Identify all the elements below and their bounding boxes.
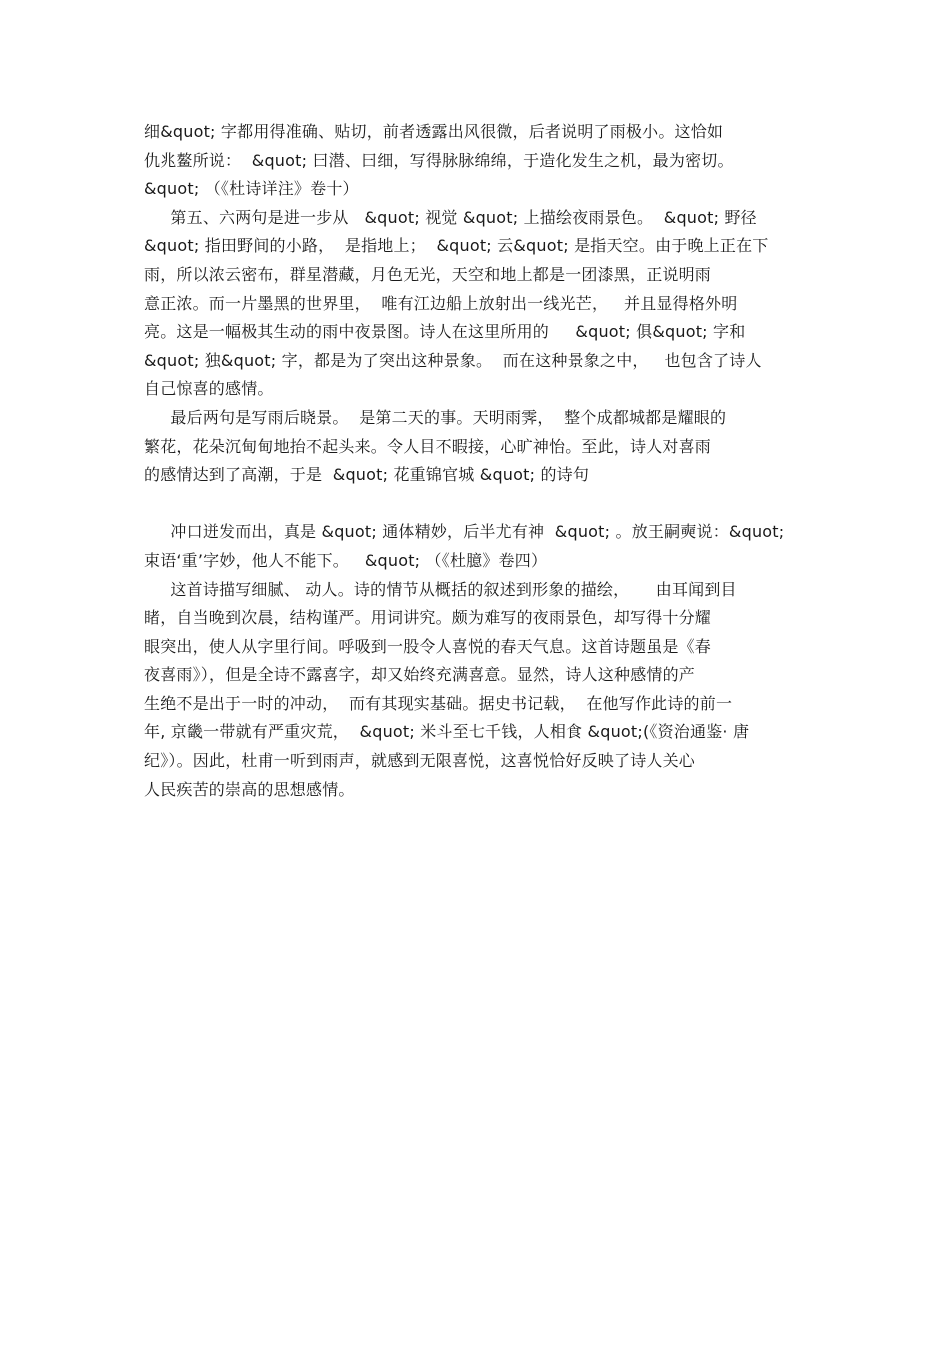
text-line: 意正浓。而一片墨黑的世界里， 唯有江边船上放射出一线光芒， 并且显得格外明 — [144, 293, 738, 313]
text-line: 人民疾苦的崇高的思想感情。 — [144, 779, 355, 799]
text-line: 第五、六两句是进一步从 &quot; 视觉 &quot; 上描绘夜雨景色。 &quot; 野径 — [144, 207, 757, 227]
text-line: 纪》）。因此，杜甫一听到雨声，就感到无限喜悦，这喜悦恰好反映了诗人关心 — [144, 751, 696, 771]
text-line: 繁花，花朵沉甸甸地抬不起头来。令人目不暇接，心旷神怡。至此，诗人对喜雨 — [144, 436, 712, 456]
text-line: 细&quot; 字都用得准确、贴切，前者透露出风很微，后者说明了雨极小。这恰如 — [144, 122, 724, 141]
text-line: &quot; 独&quot; 字，都是为了突出这种景象。 而在这种景象之中， 也包含了诗人 — [144, 350, 762, 370]
text-line: &quot; 指田野间的小路， 是指地上； &quot; 云&quot; 是指天空。由于晚上正在下 — [144, 236, 769, 256]
text-line: 生绝不是出于一时的冲动， 而有其现实基础。据史书记载， 在他写作此诗的前一 — [144, 693, 733, 713]
text-line: &quot; （《杜诗详注》卷十） — [144, 179, 359, 199]
text-line: 亮。这是一幅极其生动的雨中夜景图。诗人在这里所用的 &quot; 俱&quot; 字和 — [144, 322, 746, 342]
paragraph-gap — [144, 490, 814, 519]
text-line: 仇兆鳌所说： &quot; 曰潜、曰细，写得脉脉绵绵，于造化发生之机，最为密切。 — [144, 150, 734, 170]
text-line: 这首诗描写细腻、 动人。诗的情节从概括的叙述到形象的描绘， 由耳闻到目 — [144, 579, 737, 599]
text-line: 的感情达到了高潮，于是 &quot; 花重锦官城 &quot; 的诗句 — [144, 465, 590, 485]
text-line: 年, 京畿一带就有严重灾荒， &quot; 米斗至七千钱，人相食 &quot;(《资治通鉴· 唐 — [144, 722, 750, 742]
article-body — [144, 118, 814, 804]
text-line: 睹，自当晚到次晨，结构谨严。用词讲究。颇为难写的夜雨景色，却写得十分耀 — [144, 608, 712, 628]
text-line: 冲口迸发而出，真是 &quot; 通体精妙，后半尤有神 &quot; 。放王嗣奭说：&quot; — [144, 522, 785, 542]
text-line: 最后两句是写雨后晓景。 是第二天的事。天明雨霁， 整个成都城都是耀眼的 — [144, 407, 727, 427]
text-line: 眼突出，使人从字里行间。呼吸到一股令人喜悦的春天气息。这首诗题虽是《春 — [144, 636, 712, 656]
text-line: 束语‘重’字妙，他人不能下。 &quot; （《杜臆》卷四） — [144, 550, 548, 570]
text-line: 自己惊喜的感情。 — [144, 379, 274, 399]
text-line: 夜喜雨》），但是全诗不露喜字，却又始终充满喜意。显然，诗人这种感情的产 — [144, 665, 696, 685]
text-line: 雨，所以浓云密布，群星潜藏，月色无光，天空和地上都是一团漆黑，正说明雨 — [144, 264, 712, 284]
